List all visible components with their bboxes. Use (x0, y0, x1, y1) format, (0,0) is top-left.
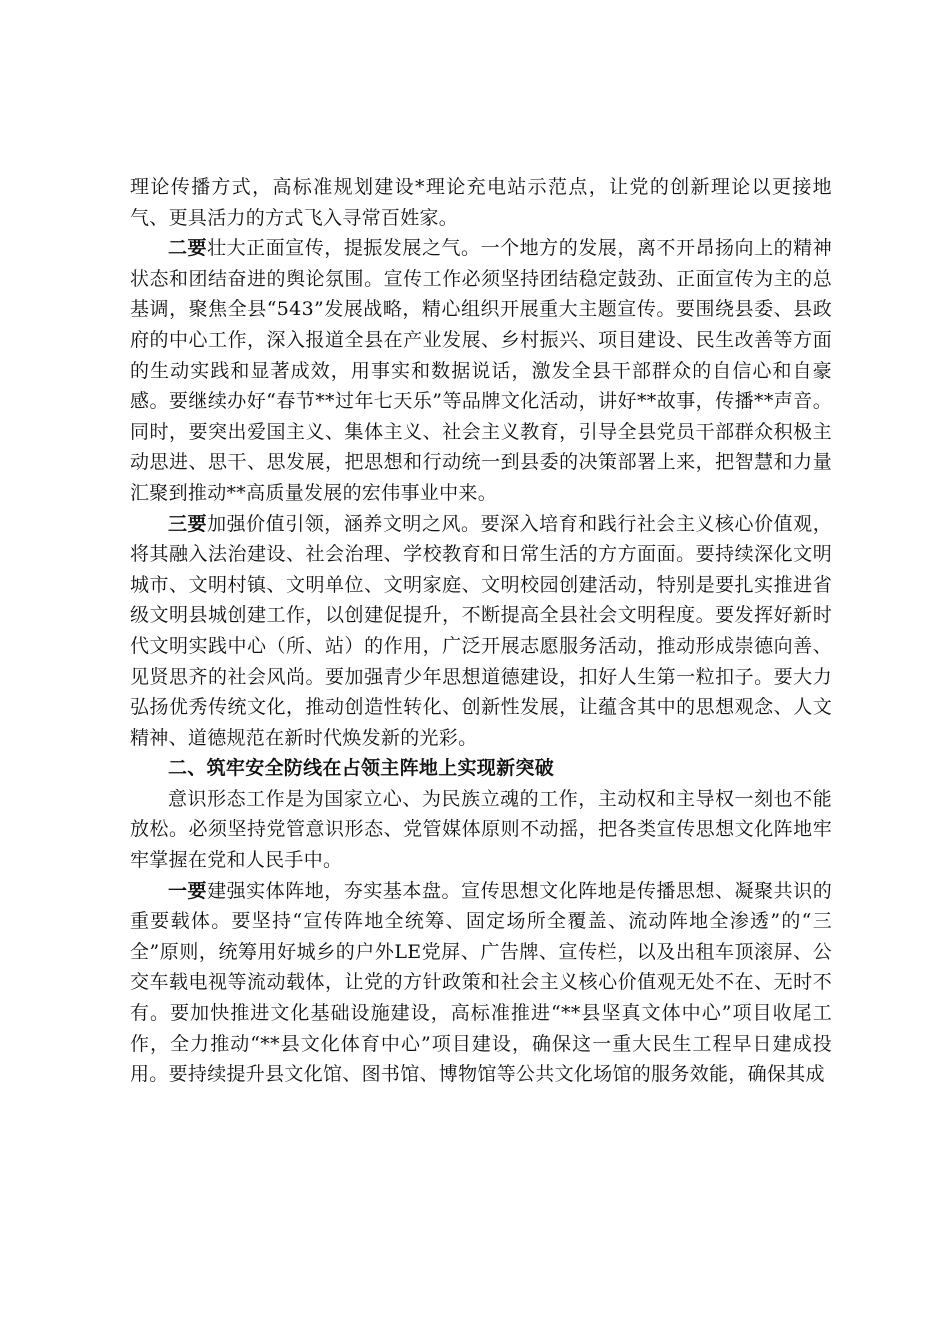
paragraph-lead: 三要 (168, 512, 208, 535)
section-heading: 二、筑牢安全防线在占领主阵地上实现新突破 (168, 757, 555, 780)
paragraph-first-point (130, 876, 832, 1090)
paragraph-text: 壮大正面宣传，提振发展之气。一个地方的发展，离不开昂扬向上的精神状态和团结奋进的舆论氛围。宣传工作必须坚持团结稳定鼓劲、正面宣传为主的总基调，聚焦全县“543”发展战略，精心组织开展重大主题宣传。要围绕县委、县政府的中心工作，深入报道全县在产业发展、乡村振兴、项目建设、民生改善等方面的生动实践和显著成效，用事实和数据说话，激发全县干部群众的自信心和自豪感。要继续办好“春节**过年七天乐”等品牌文化活动，讲好**故事，传播**声音。同时，要突出爱国主义、集体主义、社会主义教育，引导全县党员干部群众积极主动思进、思干、思发展，把思想和行动统一到县委的决策部署上来，把智慧和力量汇聚到推动**高质量发展的宏伟事业中来。 (130, 237, 832, 504)
paragraph-lead: 二要 (168, 237, 208, 260)
paragraph-text: 建强实体阵地，夯实基本盘。宣传思想文化阵地是传播思想、凝聚共识的重要载体。要坚持“宣传阵地全统筹、固定场所全覆盖、流动阵地全渗透”的“三全”原则，统筹用好城乡的户外LE党屏、广告牌、宣传栏，以及出租车顶滚屏、公交车载电视等流动载体，让党的方针政策和社会主义核心价值观无处不在、无时不有。要加快推进文化基础设施建设，高标准推进“**县坚真文体中心”项目收尾工作，全力推动“**县文化体育中心”项目建设，确保这一重大民生工程早日建成投用。要持续提升县文化馆、图书馆、博物馆等公共文化场馆的服务效能，确保其成 (130, 879, 832, 1086)
paragraph-lead: 一要 (168, 879, 208, 902)
paragraph-text: 理论传播方式，高标准规划建设*理论充电站示范点，让党的创新理论以更接地气、更具活力的方式飞入寻常百姓家。 (130, 176, 832, 229)
paragraph-text: 加强价值引领，涵养文明之风。要深入培育和践行社会主义核心价值观，将其融入法治建设、社会治理、学校教育和日常生活的方方面面。要持续深化文明城市、文明村镇、文明单位、文明家庭、文明校园创建活动，特别是要扎实推进省级文明县城创建工作，以创建促提升，不断提高全县社会文明程度。要发挥好新时代文明实践中心（所、站）的作用，广泛开展志愿服务活动，推动形成崇德向善、见贤思齐的社会风尚。要加强青少年思想道德建设，扣好人生第一粒扣子。要大力弘扬优秀传统文化，推动创造性转化、创新性发展，让蕴含其中的思想观念、人文精神、道德规范在新时代焕发新的光彩。 (130, 512, 832, 749)
paragraph-second-point (130, 233, 832, 508)
paragraph-continuation (130, 172, 832, 233)
paragraph-text: 意识形态工作是为国家立心、为民族立魂的工作，主动权和主导权一刻也不能放松。必须坚持党管意识形态、党管媒体原则不动摇，把各类宣传思想文化阵地牢牢掌握在党和人民手中。 (130, 787, 832, 872)
paragraph-section-intro (130, 784, 832, 876)
document-body (130, 172, 832, 1090)
paragraph-third-point (130, 509, 832, 754)
